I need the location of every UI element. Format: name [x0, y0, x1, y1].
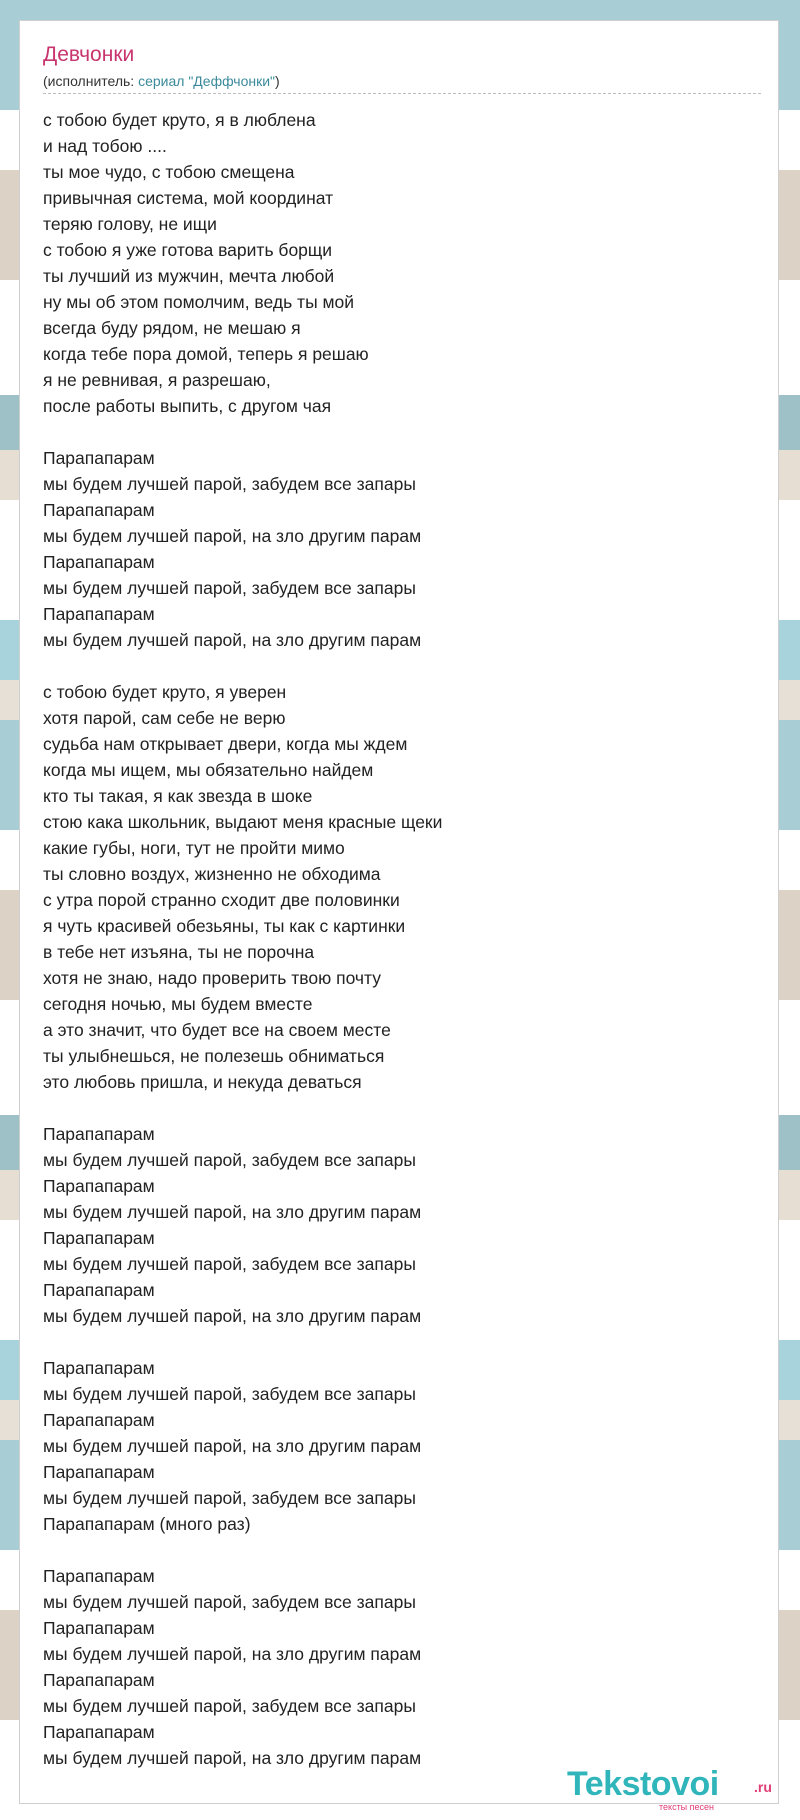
lyric-line: мы будем лучшей парой, на зло другим парам — [43, 1436, 422, 1456]
lyric-line: Парапапарам — [43, 1618, 155, 1638]
lyric-line: всегда буду рядом, не мешаю я — [43, 318, 301, 338]
lyrics-text — [43, 107, 761, 1771]
lyric-line: после работы выпить, с другом чая — [43, 396, 332, 416]
lyric-line: Парапапарам — [43, 1280, 155, 1300]
lyric-line: сегодня ночью, мы будем вместе — [43, 994, 313, 1014]
lyric-line: мы будем лучшей парой, забудем все запары — [43, 474, 416, 494]
artist-line — [43, 73, 280, 89]
lyric-line: с тобою я уже готова варить борщи — [43, 240, 333, 260]
lyrics-stanza — [43, 107, 761, 419]
lyric-line: ты словно воздух, жизненно не обходима — [43, 864, 381, 884]
lyric-line: Парапапарам — [43, 500, 155, 520]
song-title: Девчонки — [43, 43, 135, 66]
lyric-line: судьба нам открывает двери, когда мы ждем — [43, 734, 408, 754]
header-divider — [43, 93, 761, 94]
artist-suffix: ) — [275, 73, 280, 89]
lyric-line: Парапапарам — [43, 1410, 155, 1430]
lyric-line: мы будем лучшей парой, забудем все запары — [43, 1696, 416, 1716]
lyric-line: ну мы об этом помолчим, ведь ты мой — [43, 292, 355, 312]
lyric-line: и над тобою .... — [43, 136, 167, 156]
lyric-line: я чуть красивей обезьяны, ты как с картинки — [43, 916, 406, 936]
artist-prefix: (исполнитель: — [43, 73, 139, 89]
lyric-line: мы будем лучшей парой, забудем все запары — [43, 1150, 416, 1170]
lyric-line: теряю голову, не ищи — [43, 214, 217, 234]
lyric-line: привычная система, мой координат — [43, 188, 334, 208]
lyric-line: я не ревнивая, я разрешаю, — [43, 370, 271, 390]
lyric-line: Парапапарам — [43, 1124, 155, 1144]
lyric-line: в тебе нет изъяна, ты не порочна — [43, 942, 315, 962]
lyric-line: Парапапарам — [43, 1722, 155, 1742]
lyric-line: ты мое чудо, с тобою смещена — [43, 162, 295, 182]
lyric-line: это любовь пришла, и некуда деваться — [43, 1072, 362, 1092]
lyric-line: мы будем лучшей парой, забудем все запары — [43, 578, 416, 598]
lyric-line: Парапапарам — [43, 604, 155, 624]
lyric-line: какие губы, ноги, тут не пройти мимо — [43, 838, 345, 858]
lyrics-stanza — [43, 445, 761, 653]
lyric-line: мы будем лучшей парой, забудем все запары — [43, 1384, 416, 1404]
lyric-line: когда тебе пора домой, теперь я решаю — [43, 344, 369, 364]
lyrics-stanza — [43, 1563, 761, 1771]
lyric-line: мы будем лучшей парой, на зло другим парам — [43, 1748, 422, 1768]
lyric-line: с утра порой странно сходит две половинки — [43, 890, 400, 910]
lyric-line: хотя парой, сам себе не верю — [43, 708, 286, 728]
lyric-line: Парапапарам — [43, 1566, 155, 1586]
logo-tagline: тексты песен — [659, 1802, 715, 1812]
site-logo[interactable] — [567, 1765, 777, 1812]
lyric-line: когда мы ищем, мы обязательно найдем — [43, 760, 374, 780]
lyric-line: мы будем лучшей парой, на зло другим парам — [43, 1644, 422, 1664]
lyric-line: мы будем лучшей парой, на зло другим парам — [43, 526, 422, 546]
logo-wordmark: Tekstovoi — [567, 1765, 719, 1803]
lyrics-stanza — [43, 1121, 761, 1329]
artist-link[interactable]: сериал "Деффчонки" — [138, 73, 276, 89]
lyric-line: с тобою будет круто, я уверен — [43, 682, 287, 702]
lyric-line: Парапапарам — [43, 1358, 155, 1378]
lyric-line: мы будем лучшей парой, забудем все запары — [43, 1592, 416, 1612]
logo-domain: .ru — [754, 1779, 772, 1795]
lyric-line: Парапапарам — [43, 1176, 155, 1196]
lyrics-stanza — [43, 679, 761, 1095]
lyric-line: Парапапарам — [43, 448, 155, 468]
lyric-line: с тобою будет круто, я в люблена — [43, 110, 316, 130]
lyric-line: мы будем лучшей парой, забудем все запары — [43, 1488, 416, 1508]
lyric-line: Парапапарам — [43, 1462, 155, 1482]
lyric-line: мы будем лучшей парой, на зло другим парам — [43, 630, 422, 650]
lyric-line: хотя не знаю, надо проверить твою почту — [43, 968, 382, 988]
lyric-line: мы будем лучшей парой, на зло другим парам — [43, 1306, 422, 1326]
lyric-line: ты улыбнешься, не полезешь обниматься — [43, 1046, 385, 1066]
lyrics-stanza — [43, 1355, 761, 1537]
lyric-line: Парапапарам — [43, 1228, 155, 1248]
lyric-line: Парапапарам — [43, 1670, 155, 1690]
lyric-line: мы будем лучшей парой, забудем все запары — [43, 1254, 416, 1274]
lyric-line: ты лучший из мужчин, мечта любой — [43, 266, 335, 286]
lyric-line: Парапапарам (много раз) — [43, 1514, 251, 1534]
lyric-line: стою кака школьник, выдают меня красные щеки — [43, 812, 443, 832]
lyric-line: а это значит, что будет все на своем месте — [43, 1020, 391, 1040]
lyrics-card — [19, 20, 779, 1804]
lyric-line: кто ты такая, я как звезда в шоке — [43, 786, 313, 806]
lyric-line: мы будем лучшей парой, на зло другим парам — [43, 1202, 422, 1222]
lyric-line: Парапапарам — [43, 552, 155, 572]
